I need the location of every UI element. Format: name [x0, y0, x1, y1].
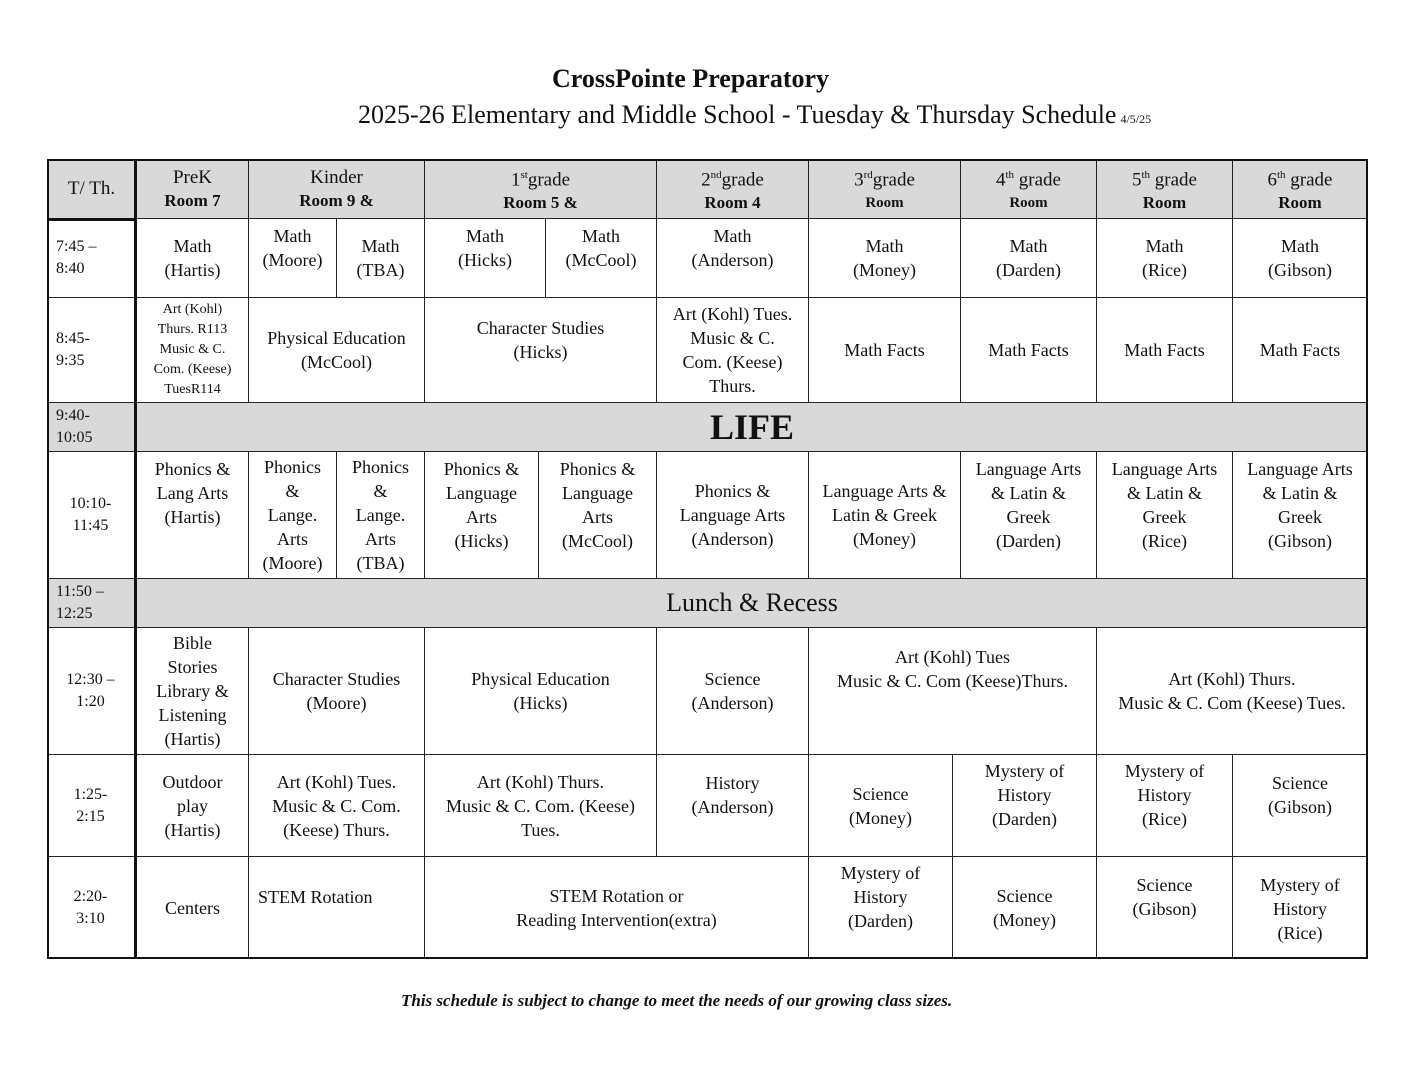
lunch-band: Lunch & Recess — [137, 579, 1368, 628]
class-cell: Science (Anderson) — [657, 628, 809, 755]
class-cell: Math (Gibson) — [1233, 219, 1368, 298]
header-grade-4-label: 4th grade — [995, 168, 1061, 191]
class-cell: Math Facts — [1233, 298, 1368, 403]
class-cell: Art (Kohl) Thurs. R113 Music & C. Com. (Keese) TuesR114 — [137, 298, 249, 403]
class-cell: Character Studies (Moore) — [249, 628, 425, 755]
class-cell: Phonics & Language Arts (Hicks) — [425, 452, 539, 579]
class-cell: Mystery of History (Darden) — [809, 857, 953, 959]
header-grade-1-label: 1stgrade — [510, 168, 571, 191]
class-cell: Mystery of History (Darden) — [953, 755, 1097, 857]
class-cell: Science (Gibson) — [1233, 755, 1368, 857]
class-cell: Language Arts & Latin & Greek (Darden) — [961, 452, 1097, 579]
header-grade-6 — [1233, 159, 1368, 219]
header-grade-2-label: 2ndgrade — [701, 168, 764, 191]
class-cell: Phonics & Language Arts (McCool) — [539, 452, 657, 579]
class-cell: Science (Gibson) — [1097, 857, 1233, 959]
class-cell: Art (Kohl) Thurs. Music & C. Com (Keese) Tues. — [1097, 628, 1368, 755]
class-cell: Language Arts & Latin & Greek (Money) — [809, 452, 961, 579]
footer-note: This schedule is subject to change to meet the needs of our growing class sizes. — [401, 991, 953, 1010]
class-cell: Physical Education (Hicks) — [425, 628, 657, 755]
class-cell: Science (Money) — [809, 755, 953, 857]
header-grade-4 — [961, 159, 1097, 219]
class-cell: Art (Kohl) Tues. Music & C. Com. (Keese) Thurs. — [249, 755, 425, 857]
class-cell: Mystery of History (Rice) — [1097, 755, 1233, 857]
class-cell: STEM Rotation — [249, 857, 425, 959]
header-grade-5-label: 5th grade — [1131, 168, 1197, 191]
class-cell: Language Arts & Latin & Greek (Rice) — [1097, 452, 1233, 579]
class-cell: Centers — [137, 857, 249, 959]
class-cell: STEM Rotation or Reading Intervention(extra) — [425, 857, 809, 959]
class-cell: Art (Kohl) Thurs. Music & C. Com. (Keese) Tues. — [425, 755, 657, 857]
class-cell: Phonics & Lang Arts (Hartis) — [137, 452, 249, 579]
class-cell: Math (McCool) — [546, 219, 657, 298]
class-cell: Math Facts — [961, 298, 1097, 403]
class-cell: Phonics & Lange. Arts (TBA) — [337, 452, 425, 579]
class-cell: Language Arts & Latin & Greek (Gibson) — [1233, 452, 1368, 579]
time-slot-lunch: 11:50 – 12:25 — [47, 579, 137, 628]
header-grade-4-room: Room — [1009, 195, 1048, 212]
class-cell: Math (Hartis) — [137, 219, 249, 298]
header-grade-3-room: Room — [865, 195, 904, 212]
class-cell: Character Studies (Hicks) — [425, 298, 657, 403]
header-grade-3-label: 3rdgrade — [854, 168, 915, 191]
class-cell: Physical Education (McCool) — [249, 298, 425, 403]
time-slot-2: 8:45- 9:35 — [47, 298, 137, 403]
life-band: LIFE — [137, 403, 1368, 452]
time-slot-4: 12:30 – 1:20 — [47, 628, 137, 755]
header-grade-2 — [657, 159, 809, 219]
header-grade-2-room: Room 4 — [704, 193, 761, 213]
class-cell: Math (Darden) — [961, 219, 1097, 298]
header-kinder-grade: Kinder — [310, 166, 363, 188]
class-cell: Art (Kohl) Tues. Music & C. Com. (Keese) Thurs. — [657, 298, 809, 403]
header-time-label: T/ Th. — [67, 177, 116, 199]
subtitle-text: 2025-26 Elementary and Middle School - Tuesday & Thursday Schedule — [358, 100, 1117, 129]
schedule-subtitle — [358, 100, 1151, 130]
header-prek — [137, 159, 249, 219]
header-prek-room: Room 7 — [164, 190, 221, 210]
class-cell: Science (Money) — [953, 857, 1097, 959]
class-cell: Math (TBA) — [337, 219, 425, 298]
time-slot-6: 2:20- 3:10 — [47, 857, 137, 959]
class-cell: Math (Moore) — [249, 219, 337, 298]
class-cell: Mystery of History (Rice) — [1233, 857, 1368, 959]
class-cell: Math (Money) — [809, 219, 961, 298]
class-cell: Art (Kohl) Tues Music & C. Com (Keese)Thurs. — [809, 628, 1097, 755]
class-cell: Math (Hicks) — [425, 219, 546, 298]
class-cell: Math Facts — [1097, 298, 1233, 403]
class-cell: Phonics & Language Arts (Anderson) — [657, 452, 809, 579]
header-kinder-room: Room 9 & — [299, 190, 374, 210]
time-slot-5: 1:25- 2:15 — [47, 755, 137, 857]
header-grade-3 — [809, 159, 961, 219]
header-prek-grade: PreK — [172, 166, 213, 188]
class-cell: Math (Anderson) — [657, 219, 809, 298]
header-kinder — [249, 159, 425, 219]
school-title: CrossPointe Preparatory — [552, 64, 830, 93]
header-grade-6-label: 6th grade — [1267, 168, 1333, 191]
time-slot-life: 9:40- 10:05 — [47, 403, 137, 452]
class-cell: Bible Stories Library & Listening (Hartis) — [137, 628, 249, 755]
class-cell: Math Facts — [809, 298, 961, 403]
class-cell: Outdoor play (Hartis) — [137, 755, 249, 857]
class-cell: Math (Rice) — [1097, 219, 1233, 298]
header-time — [47, 159, 137, 219]
class-cell: History (Anderson) — [657, 755, 809, 857]
time-slot-3: 10:10- 11:45 — [47, 452, 137, 579]
class-cell: Phonics & Lange. Arts (Moore) — [249, 452, 337, 579]
time-slot-1: 7:45 – 8:40 — [47, 219, 137, 298]
header-grade-1 — [425, 159, 657, 219]
header-grade-1-room: Room 5 & — [503, 193, 578, 213]
header-grade-6-room: Room — [1278, 193, 1322, 213]
revision-date: 4/5/25 — [1120, 112, 1152, 126]
header-grade-5 — [1097, 159, 1233, 219]
header-grade-5-room: Room — [1142, 193, 1187, 213]
